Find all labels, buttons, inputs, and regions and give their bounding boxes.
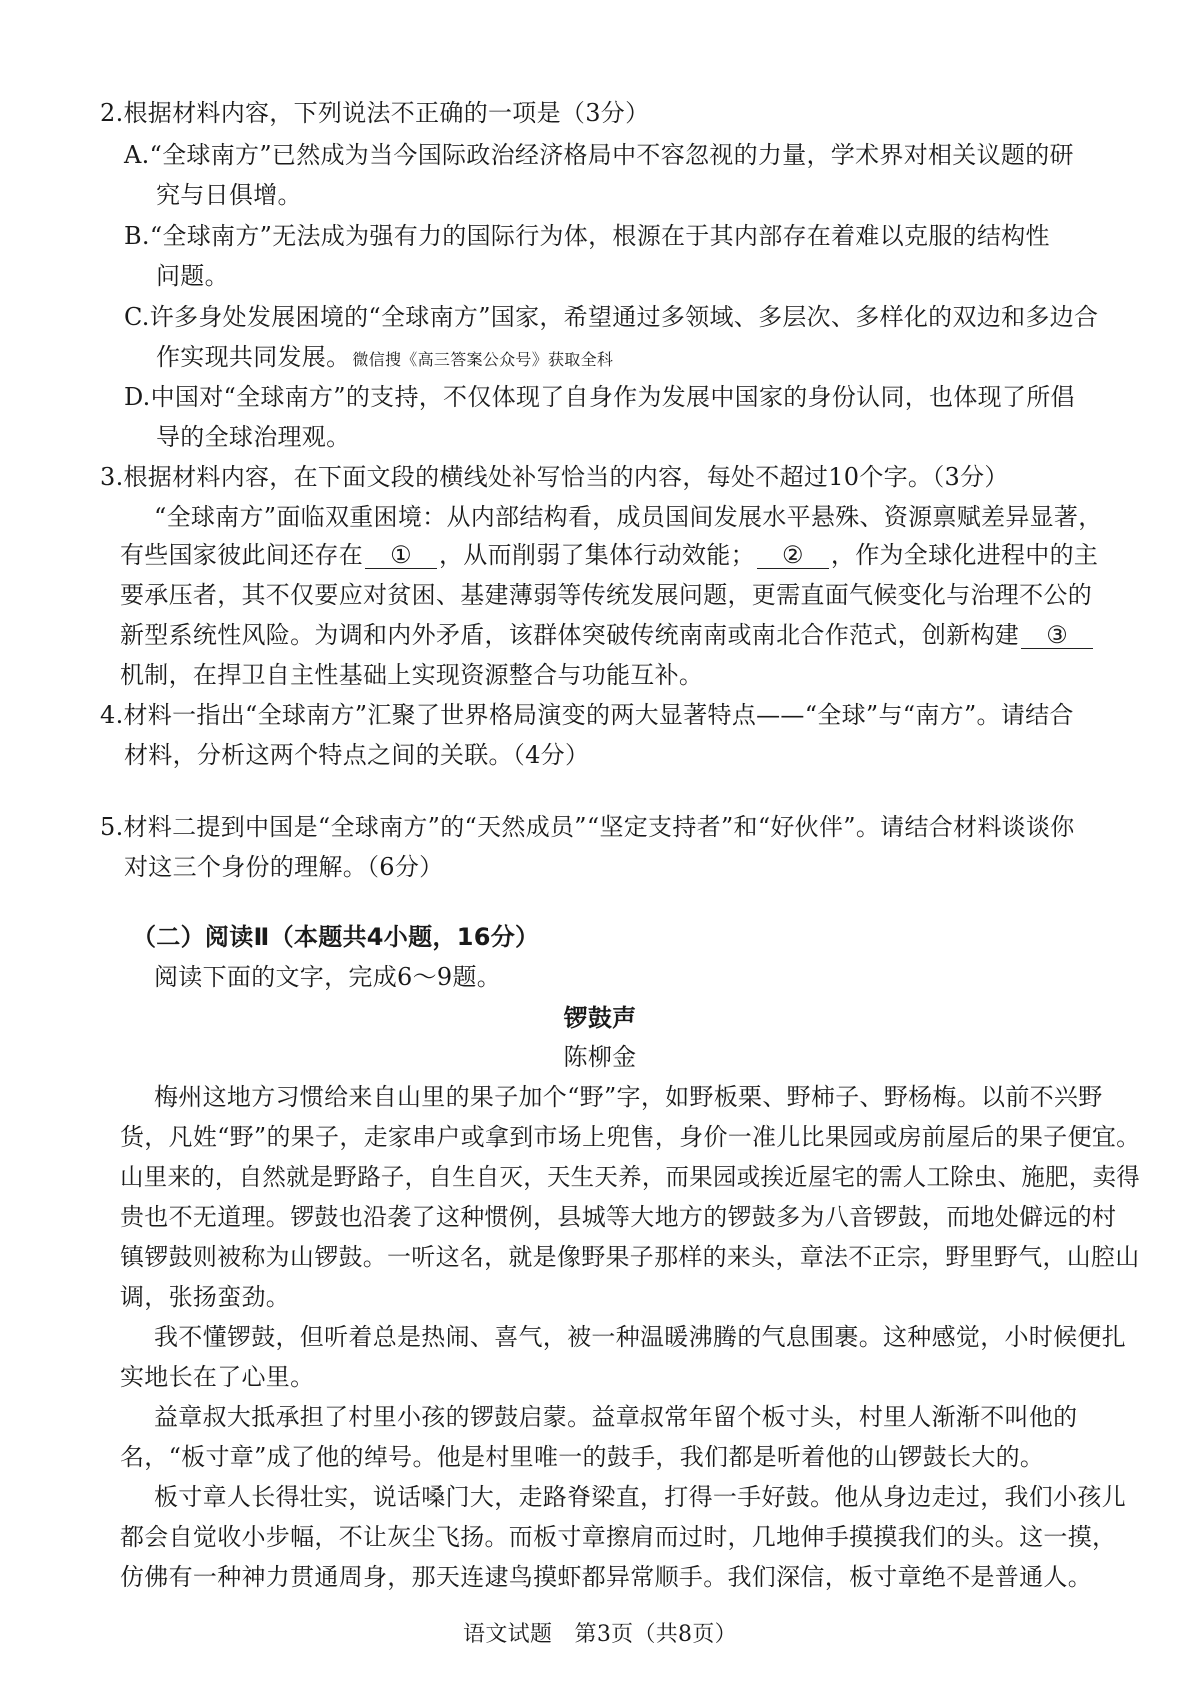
page-footer: 语文试题 第3页（共8页）	[463, 1622, 737, 1647]
q2-option-c-line2	[156, 342, 613, 375]
q3-text-b: ，从而削弱了集体行动效能；	[439, 541, 755, 569]
story-p3-line2: 名，“板寸章”成了他的绰号。他是村里唯一的鼓手，我们都是听着他的山锣鼓长大的。	[120, 1443, 1045, 1471]
story-p1-line2: 货，凡姓“野”的果子，走家串户或拿到市场上兜售，身价一准儿比果园或房前屋后的果子便宜。	[120, 1123, 1141, 1151]
q2-option-b-line2: 问题。	[156, 262, 229, 290]
q2-option-c-line1: C.许多身处发展困境的“全球南方”国家，希望通过多领域、多层次、多样化的双边和多边合	[124, 303, 1099, 331]
story-p3-line1: 益章叔大抵承担了村里小孩的锣鼓启蒙。益章叔常年留个板寸头，村里人渐渐不叫他的	[154, 1403, 1078, 1431]
section-heading: （二）阅读Ⅱ（本题共4小题，16分）	[132, 923, 540, 951]
q2-option-a-line2: 究与日俱增。	[156, 181, 302, 209]
q3-text-a: 有些国家彼此间还存在	[120, 541, 363, 569]
story-p4-line1: 板寸章人长得壮实，说话嗓门大，走路脊梁直，打得一手好鼓。他从身边走过，我们小孩儿	[154, 1483, 1126, 1511]
fill-blank-2[interactable]: ②	[757, 542, 829, 569]
q2-option-d-line1: D.中国对“全球南方”的支持，不仅体现了自身作为发展中国家的身份认同，也体现了所倡	[124, 383, 1075, 411]
story-p1-line6: 调，张扬蛮劲。	[120, 1283, 291, 1311]
q3-passage-line2	[120, 540, 1098, 570]
story-p1-line4: 贵也不无道理。锣鼓也沿袭了这种惯例，县城等大地方的锣鼓多为八音锣鼓，而地处僻远的村	[120, 1203, 1117, 1231]
question-4-line2: 材料，分析这两个特点之间的关联。（4分）	[124, 741, 590, 769]
watermark-note: 微信搜《高三答案公众号》获取全科	[352, 350, 614, 369]
q2-option-c-text: 作实现共同发展。	[156, 343, 351, 371]
q3-passage-line1: “全球南方”面临双重困境：从内部结构看，成员国间发展水平悬殊、资源禀赋差异显著，	[154, 503, 1103, 531]
q3-passage-line5: 机制，在捍卫自主性基础上实现资源整合与功能互补。	[120, 661, 704, 689]
question-5-line1: 5.材料二提到中国是“全球南方”的“天然成员”“坚定支持者”和“好伙伴”。请结合材料谈谈你	[100, 813, 1075, 841]
question-5-line2: 对这三个身份的理解。（6分）	[124, 853, 444, 881]
question-3-stem: 3.根据材料内容，在下面文段的横线处补写恰当的内容，每处不超过10个字。（3分）	[100, 463, 1009, 491]
story-p4-line2: 都会自觉收小步幅，不让灰尘飞扬。而板寸章擦肩而过时，几地伸手摸摸我们的头。这一摸，	[120, 1523, 1117, 1551]
fill-blank-1[interactable]: ①	[365, 542, 437, 569]
story-p1-line5: 镇锣鼓则被称为山锣鼓。一听这名，就是像野果子那样的来头，章法不正宗，野里野气，山腔山	[120, 1243, 1140, 1271]
q3-text-d: 新型系统性风险。为调和内外矛盾，该群体突破传统南南或南北合作范式，创新构建	[120, 621, 1020, 649]
section-instruction: 阅读下面的文字，完成6～9题。	[154, 963, 502, 991]
story-p2-line2: 实地长在了心里。	[120, 1363, 315, 1391]
q3-text-c: ，作为全球化进程中的主	[830, 541, 1099, 569]
story-title: 锣鼓声	[563, 1004, 637, 1032]
story-p1-line3: 山里来的，自然就是野路子，自生自灭，天生天养，而果园或挨近屋宅的需人工除虫、施肥，卖得	[120, 1163, 1140, 1191]
q2-option-a-line1: A.“全球南方”已然成为当今国际政治经济格局中不容忽视的力量，学术界对相关议题的研	[124, 141, 1074, 169]
q3-passage-line3: 要承压者，其不仅要应对贫困、基建薄弱等传统发展问题，更需直面气候变化与治理不公的	[120, 581, 1092, 609]
story-p1-line1: 梅州这地方习惯给来自山里的果子加个“野”字，如野板栗、野柿子、野杨梅。以前不兴野	[154, 1083, 1103, 1111]
story-p4-line3: 仿佛有一种神力贯通周身，那天连逮鸟摸虾都异常顺手。我们深信，板寸章绝不是普通人。	[120, 1563, 1092, 1591]
story-p2-line1: 我不懂锣鼓，但听着总是热闹、喜气，被一种温暖沸腾的气息围裹。这种感觉，小时候便扎	[154, 1323, 1126, 1351]
question-2-stem: 2.根据材料内容，下列说法不正确的一项是（3分）	[100, 99, 650, 127]
question-4-line1: 4.材料一指出“全球南方”汇聚了世界格局演变的两大显著特点——“全球”与“南方”。请结合	[100, 701, 1074, 729]
q3-passage-line4	[120, 620, 1095, 650]
q2-option-d-line2: 导的全球治理观。	[156, 423, 351, 451]
fill-blank-3[interactable]: ③	[1021, 622, 1093, 649]
q2-option-b-line1: B.“全球南方”无法成为强有力的国际行为体，根源在于其内部存在着难以克服的结构性	[124, 222, 1050, 250]
story-author: 陈柳金	[563, 1043, 637, 1071]
